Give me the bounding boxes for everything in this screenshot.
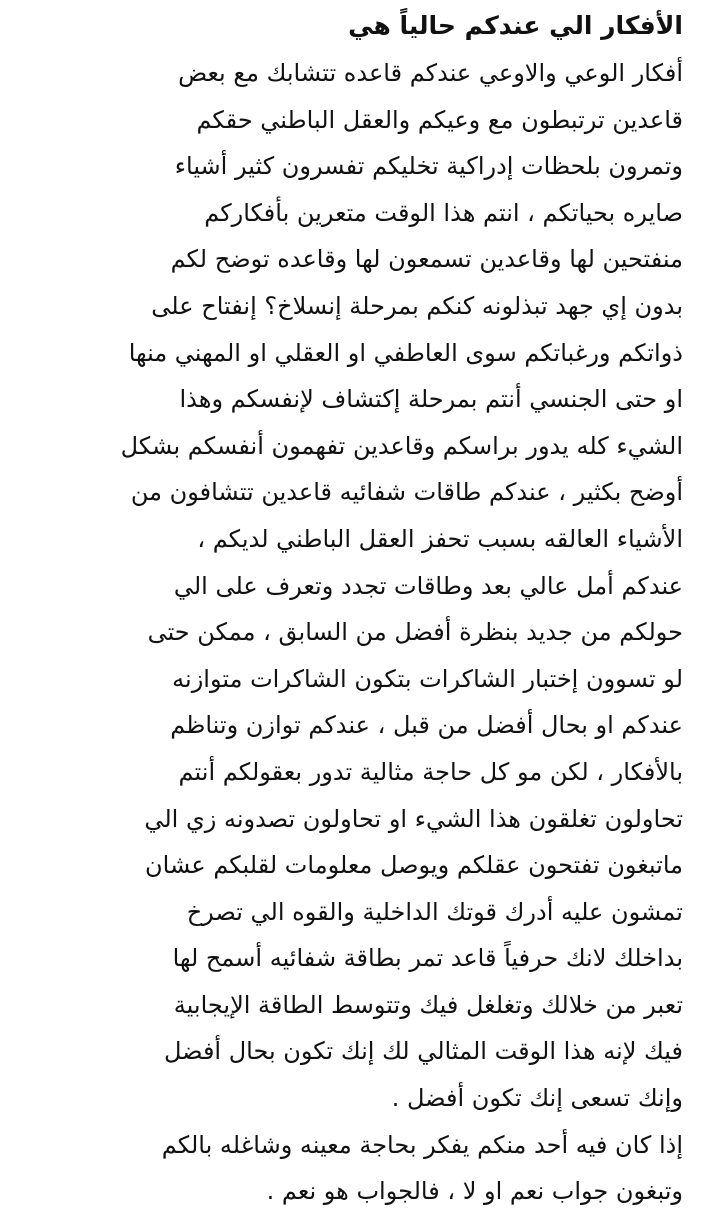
text-line: وتبغون جواب نعم او لا ، فالجواب هو نعم . [266, 1177, 683, 1206]
text-line: الأشياء العالقه بسبب تحفز العقل الباطني لديكم ، [197, 524, 683, 553]
text-line: لو تسوون إختبار الشاكرات بتكون الشاكرات متوازنه [172, 664, 683, 693]
document-page [0, 8, 709, 1215]
text-line: وإنك تسعى إنك تكون أفضل . [391, 1084, 683, 1113]
text-line: عندكم او بحال أفضل من قبل ، عندكم توازن وتناظم [170, 711, 683, 740]
text-line: صايره بحياتكم ، انتم هذا الوقت متعرين بأفكاركم [204, 198, 683, 227]
text-line: أوضح بكثير ، عندكم طاقات شفائيه قاعدين تتشافون من [130, 478, 683, 507]
text-line: بالأفكار ، لكن مو كل حاجة مثالية تدور بعقولكم أنتم [178, 757, 683, 786]
text-line: ماتبغون تفتحون عقلكم ويوصل معلومات لقلبكم عشان [145, 851, 683, 880]
text-line: منفتحين لها وقاعدين تسمعون لها وقاعده توضح لكم [170, 245, 683, 274]
text-line: تعبر من خلالك وتغلغل فيك وتتوسط الطاقة الإيجابية [173, 990, 683, 1019]
text-line: تحاولون تغلقون هذا الشيء او تحاولون تصدونه زي الي [144, 804, 683, 833]
text-line: او حتى الجنسي أنتم بمرحلة إكتشاف لإنفسكم وهذا [179, 385, 683, 414]
document-body [26, 50, 683, 1215]
text-line: وتمرون بلحظات إدراكية تخليكم تفسرون كثير أشياء [174, 152, 683, 181]
text-line: قاعدين ترتبطون مع وعيكم والعقل الباطني حقكم [196, 105, 683, 134]
text-line: بداخلك لانك حرفياً قاعد تمر بطاقة شفائيه أسمح لها [172, 944, 683, 973]
text-line: فيك لإنه هذا الوقت المثالي لك إنك تكون بحال أفضل [163, 1037, 683, 1066]
text-line: أفكار الوعي والاوعي عندكم قاعده تتشابك مع بعض [178, 59, 683, 87]
text-line: عندكم أمل عالي بعد وطاقات تجدد وتعرف على الي [173, 571, 683, 600]
text-line: الشيء كله يدور براسكم وقاعدين تفهمون أنفسكم بشكل [120, 431, 683, 460]
text-line: إذا كان فيه أحد منكم يفكر بحاجة معينه وشاغله بالكم [161, 1130, 683, 1159]
text-line: حولكم من جديد بنظرة أفضل من السابق ، ممكن حتى [147, 618, 683, 647]
text-line: بدون إي جهد تبذلونه كنكم بمرحلة إنسلاخ؟ إنفتاح على [151, 291, 683, 320]
text-line: ذواتكم ورغباتكم سوى العاطفي او العقلي او المهني منها [128, 338, 683, 367]
text-line: تمشون عليه أدرك قوتك الداخلية والقوه الي تصرخ [186, 897, 683, 926]
document-title: الأفكار الي عندكم حالياً هي [348, 11, 683, 40]
